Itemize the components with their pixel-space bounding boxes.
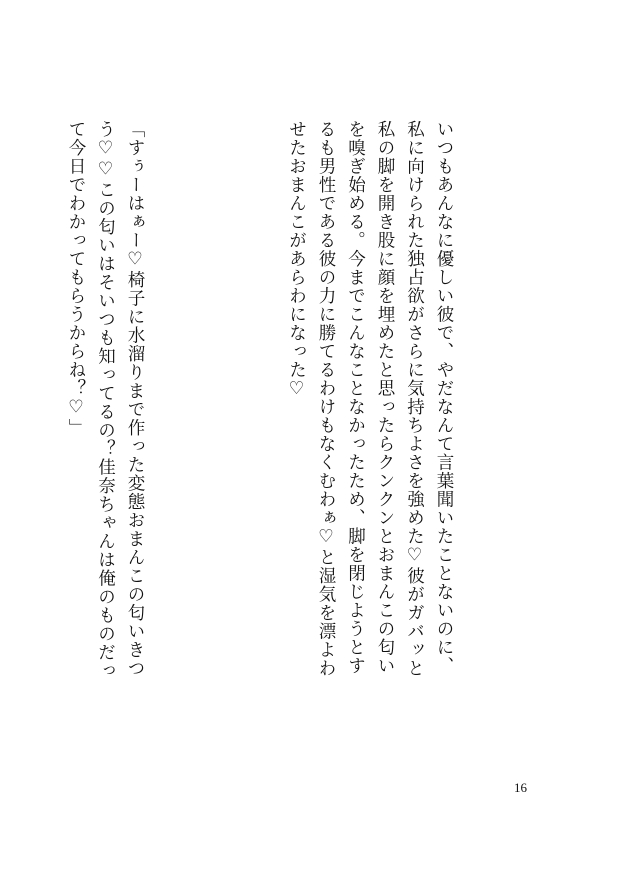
paragraph-spacer <box>0 120 2 690</box>
paragraph-narration: いつもあんなに優しい彼で、やだなんて言葉聞いたことないのに、私に向けられた独占欲がさらに気持ちよさを強めた♡彼がガバッと私の脚を開き股に顔を埋めたと思ったらクンクンとおまんこの匂いを嗅ぎ始める。今までこんなことなかったため、脚を閉じようとするも男性である彼の力に勝てるわけもなくむわぁ♡と湿気を漂よわせたおまんこがあらわになった♡ <box>286 120 454 678</box>
vertical-text-body <box>0 120 517 690</box>
paragraph-spacer <box>208 120 222 690</box>
paragraph-dialogue-1: 「すぅーはぁー♡椅子に水溜りまで作った変態おまんこの匂いきつう♡♡この匂いはそいつも知ってるの？佳奈ちゃんは俺のものだって今日でわかってもらうからね？♡」 <box>66 120 145 680</box>
page-number: 16 <box>514 780 527 795</box>
